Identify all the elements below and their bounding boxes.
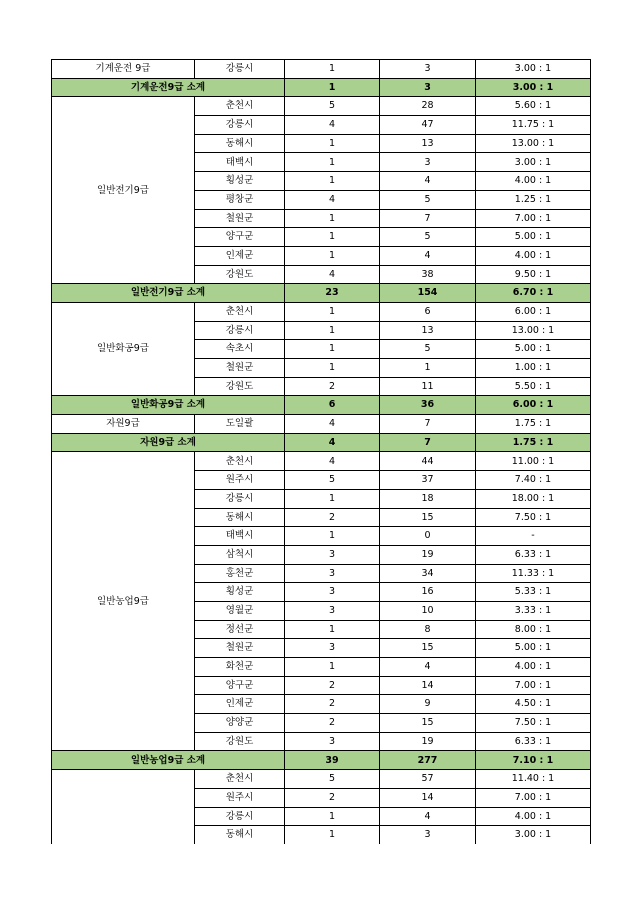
region-cell: 철원군 <box>195 639 285 658</box>
ratio-cell: 3.00 : 1 <box>476 78 591 97</box>
applicants-cell: 34 <box>380 564 476 583</box>
openings-cell: 3 <box>285 545 380 564</box>
applicants-cell: 277 <box>380 751 476 770</box>
ratio-cell: 7.10 : 1 <box>476 751 591 770</box>
openings-cell: 2 <box>285 377 380 396</box>
openings-cell: 4 <box>285 452 380 471</box>
subtotal-row <box>52 433 591 452</box>
subtotal-label: 일반전기9급 소계 <box>52 284 285 303</box>
applicants-cell: 4 <box>380 246 476 265</box>
openings-cell: 3 <box>285 601 380 620</box>
ratio-cell: 18.00 : 1 <box>476 489 591 508</box>
openings-cell: 1 <box>285 807 380 826</box>
ratio-cell: 7.50 : 1 <box>476 508 591 527</box>
region-cell: 춘천시 <box>195 97 285 116</box>
category-cell: 기계운전 9급 <box>52 60 195 79</box>
region-cell: 홍천군 <box>195 564 285 583</box>
region-cell: 화천군 <box>195 658 285 677</box>
applicants-cell: 1 <box>380 359 476 378</box>
region-cell: 철원군 <box>195 359 285 378</box>
region-cell: 춘천시 <box>195 302 285 321</box>
applicants-cell: 4 <box>380 172 476 191</box>
applicants-cell: 3 <box>380 826 476 844</box>
ratio-cell: 4.00 : 1 <box>476 246 591 265</box>
ratio-cell: 5.00 : 1 <box>476 340 591 359</box>
applicants-cell: 36 <box>380 396 476 415</box>
applicants-cell: 14 <box>380 788 476 807</box>
applicants-cell: 44 <box>380 452 476 471</box>
table-body <box>52 60 591 844</box>
subtotal-label: 일반화공9급 소계 <box>52 396 285 415</box>
applicants-cell: 15 <box>380 714 476 733</box>
category-cell: 일반전기9급 <box>52 97 195 284</box>
ratio-cell: 5.50 : 1 <box>476 377 591 396</box>
applicants-cell: 4 <box>380 658 476 677</box>
openings-cell: 1 <box>285 658 380 677</box>
region-cell: 강릉시 <box>195 321 285 340</box>
region-cell: 강원도 <box>195 732 285 751</box>
subtotal-row <box>52 396 591 415</box>
openings-cell: 1 <box>285 359 380 378</box>
applicants-cell: 14 <box>380 676 476 695</box>
ratio-cell: 6.00 : 1 <box>476 396 591 415</box>
applicants-cell: 47 <box>380 116 476 135</box>
ratio-cell: 7.00 : 1 <box>476 676 591 695</box>
applicants-cell: 9 <box>380 695 476 714</box>
openings-cell: 1 <box>285 228 380 247</box>
table-row <box>52 60 591 79</box>
openings-cell: 1 <box>285 60 380 79</box>
applicants-cell: 19 <box>380 545 476 564</box>
ratio-cell: - <box>476 527 591 546</box>
table-row <box>52 415 591 434</box>
applicants-cell: 15 <box>380 639 476 658</box>
category-cell: 일반농업9급 <box>52 452 195 751</box>
region-cell: 동해시 <box>195 134 285 153</box>
region-cell: 도일괄 <box>195 415 285 434</box>
region-cell: 강릉시 <box>195 807 285 826</box>
openings-cell: 4 <box>285 433 380 452</box>
region-cell: 동해시 <box>195 508 285 527</box>
region-cell: 동해시 <box>195 826 285 844</box>
openings-cell: 1 <box>285 134 380 153</box>
applicants-cell: 15 <box>380 508 476 527</box>
ratio-cell: 7.50 : 1 <box>476 714 591 733</box>
applicants-cell: 7 <box>380 433 476 452</box>
ratio-cell: 7.00 : 1 <box>476 788 591 807</box>
openings-cell: 4 <box>285 415 380 434</box>
openings-cell: 2 <box>285 676 380 695</box>
applicants-cell: 37 <box>380 471 476 490</box>
applicants-cell: 4 <box>380 807 476 826</box>
region-cell: 원주시 <box>195 788 285 807</box>
recruitment-table <box>51 59 591 844</box>
ratio-cell: 5.00 : 1 <box>476 639 591 658</box>
ratio-cell: 3.00 : 1 <box>476 60 591 79</box>
applicants-cell: 57 <box>380 770 476 789</box>
region-cell: 영월군 <box>195 601 285 620</box>
applicants-cell: 7 <box>380 209 476 228</box>
table-row <box>52 770 591 789</box>
region-cell: 태백시 <box>195 153 285 172</box>
region-cell: 원주시 <box>195 471 285 490</box>
region-cell: 춘천시 <box>195 770 285 789</box>
applicants-cell: 3 <box>380 60 476 79</box>
ratio-cell: 6.33 : 1 <box>476 732 591 751</box>
applicants-cell: 16 <box>380 583 476 602</box>
region-cell: 횡성군 <box>195 172 285 191</box>
region-cell: 삼척시 <box>195 545 285 564</box>
applicants-cell: 5 <box>380 190 476 209</box>
ratio-cell: 13.00 : 1 <box>476 321 591 340</box>
table-row <box>52 97 591 116</box>
openings-cell: 1 <box>285 321 380 340</box>
ratio-cell: 11.33 : 1 <box>476 564 591 583</box>
applicants-cell: 6 <box>380 302 476 321</box>
ratio-cell: 5.00 : 1 <box>476 228 591 247</box>
openings-cell: 1 <box>285 78 380 97</box>
applicants-cell: 11 <box>380 377 476 396</box>
openings-cell: 1 <box>285 826 380 844</box>
ratio-cell: 4.00 : 1 <box>476 172 591 191</box>
applicants-cell: 8 <box>380 620 476 639</box>
applicants-cell: 3 <box>380 153 476 172</box>
applicants-cell: 7 <box>380 415 476 434</box>
region-cell: 양구군 <box>195 228 285 247</box>
applicants-cell: 5 <box>380 340 476 359</box>
ratio-cell: 5.33 : 1 <box>476 583 591 602</box>
openings-cell: 1 <box>285 302 380 321</box>
category-cell: 자원9급 <box>52 415 195 434</box>
region-cell: 인제군 <box>195 695 285 714</box>
region-cell: 정선군 <box>195 620 285 639</box>
region-cell: 속초시 <box>195 340 285 359</box>
region-cell: 강릉시 <box>195 60 285 79</box>
openings-cell: 2 <box>285 788 380 807</box>
openings-cell: 4 <box>285 116 380 135</box>
openings-cell: 1 <box>285 527 380 546</box>
ratio-cell: 6.00 : 1 <box>476 302 591 321</box>
subtotal-label: 일반농업9급 소계 <box>52 751 285 770</box>
applicants-cell: 28 <box>380 97 476 116</box>
openings-cell: 3 <box>285 583 380 602</box>
openings-cell: 1 <box>285 620 380 639</box>
ratio-cell: 13.00 : 1 <box>476 134 591 153</box>
openings-cell: 1 <box>285 340 380 359</box>
openings-cell: 4 <box>285 265 380 284</box>
ratio-cell: 1.00 : 1 <box>476 359 591 378</box>
openings-cell: 2 <box>285 508 380 527</box>
applicants-cell: 3 <box>380 78 476 97</box>
applicants-cell: 18 <box>380 489 476 508</box>
region-cell: 양구군 <box>195 676 285 695</box>
region-cell: 태백시 <box>195 527 285 546</box>
ratio-cell: 1.75 : 1 <box>476 415 591 434</box>
openings-cell: 5 <box>285 770 380 789</box>
openings-cell: 3 <box>285 639 380 658</box>
openings-cell: 2 <box>285 695 380 714</box>
openings-cell: 6 <box>285 396 380 415</box>
ratio-cell: 3.33 : 1 <box>476 601 591 620</box>
category-cell: 일반화공9급 <box>52 302 195 395</box>
ratio-cell: 9.50 : 1 <box>476 265 591 284</box>
applicants-cell: 38 <box>380 265 476 284</box>
region-cell: 춘천시 <box>195 452 285 471</box>
ratio-cell: 6.70 : 1 <box>476 284 591 303</box>
ratio-cell: 5.60 : 1 <box>476 97 591 116</box>
applicants-cell: 0 <box>380 527 476 546</box>
region-cell: 철원군 <box>195 209 285 228</box>
ratio-cell: 3.00 : 1 <box>476 153 591 172</box>
subtotal-row <box>52 78 591 97</box>
openings-cell: 1 <box>285 489 380 508</box>
openings-cell: 2 <box>285 714 380 733</box>
subtotal-row <box>52 284 591 303</box>
ratio-cell: 3.00 : 1 <box>476 826 591 844</box>
subtotal-label: 자원9급 소계 <box>52 433 285 452</box>
region-cell: 강원도 <box>195 265 285 284</box>
ratio-cell: 6.33 : 1 <box>476 545 591 564</box>
openings-cell: 1 <box>285 153 380 172</box>
openings-cell: 23 <box>285 284 380 303</box>
region-cell: 강릉시 <box>195 116 285 135</box>
openings-cell: 1 <box>285 209 380 228</box>
category-cell <box>52 770 195 844</box>
region-cell: 강릉시 <box>195 489 285 508</box>
table-row <box>52 452 591 471</box>
openings-cell: 1 <box>285 246 380 265</box>
ratio-cell: 4.00 : 1 <box>476 807 591 826</box>
ratio-cell: 11.75 : 1 <box>476 116 591 135</box>
ratio-cell: 4.00 : 1 <box>476 658 591 677</box>
openings-cell: 3 <box>285 732 380 751</box>
applicants-cell: 19 <box>380 732 476 751</box>
region-cell: 인제군 <box>195 246 285 265</box>
region-cell: 양양군 <box>195 714 285 733</box>
openings-cell: 39 <box>285 751 380 770</box>
openings-cell: 5 <box>285 97 380 116</box>
openings-cell: 4 <box>285 190 380 209</box>
ratio-cell: 7.40 : 1 <box>476 471 591 490</box>
ratio-cell: 4.50 : 1 <box>476 695 591 714</box>
ratio-cell: 11.00 : 1 <box>476 452 591 471</box>
applicants-cell: 10 <box>380 601 476 620</box>
openings-cell: 3 <box>285 564 380 583</box>
ratio-cell: 8.00 : 1 <box>476 620 591 639</box>
ratio-cell: 1.75 : 1 <box>476 433 591 452</box>
applicants-cell: 13 <box>380 321 476 340</box>
subtotal-label: 기계운전9급 소계 <box>52 78 285 97</box>
openings-cell: 5 <box>285 471 380 490</box>
openings-cell: 1 <box>285 172 380 191</box>
ratio-cell: 7.00 : 1 <box>476 209 591 228</box>
region-cell: 강원도 <box>195 377 285 396</box>
region-cell: 평창군 <box>195 190 285 209</box>
applicants-cell: 5 <box>380 228 476 247</box>
table-row <box>52 302 591 321</box>
ratio-cell: 1.25 : 1 <box>476 190 591 209</box>
ratio-cell: 11.40 : 1 <box>476 770 591 789</box>
subtotal-row <box>52 751 591 770</box>
applicants-cell: 13 <box>380 134 476 153</box>
region-cell: 횡성군 <box>195 583 285 602</box>
applicants-cell: 154 <box>380 284 476 303</box>
